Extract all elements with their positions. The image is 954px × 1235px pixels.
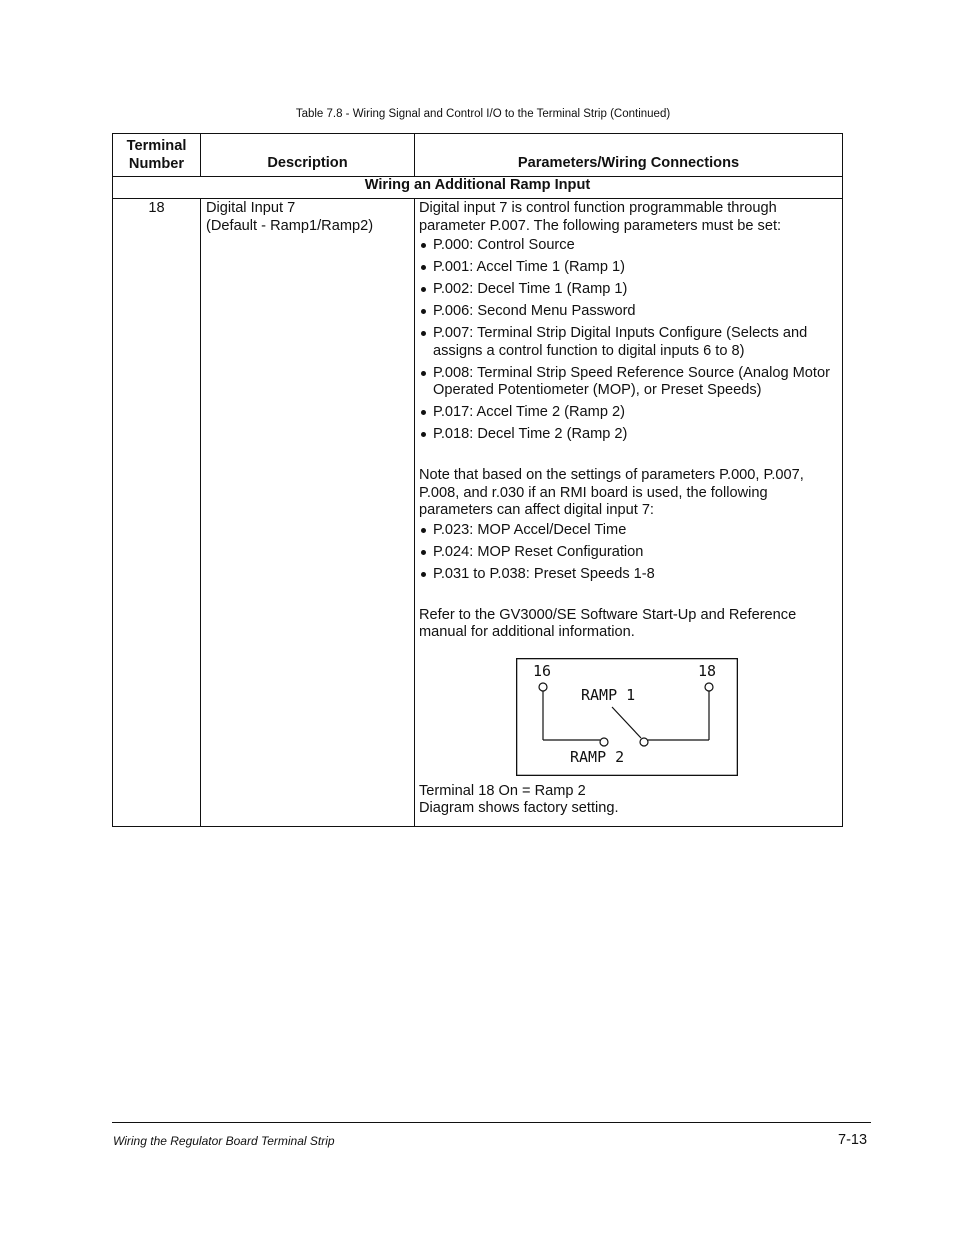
ramp2-label: RAMP 2 xyxy=(570,747,625,766)
page-number: 7-13 xyxy=(838,1132,868,1148)
list-item: P.007: Terminal Strip Digital Inputs Configure (Selects and assigns a control function to digital inputs 6 to 8) xyxy=(419,325,838,360)
terminal-16-contact xyxy=(539,683,547,691)
result-line2: Diagram shows factory setting. xyxy=(419,800,619,816)
pivot-contact xyxy=(640,738,648,746)
intro-paragraph: Digital input 7 is control function programmable through parameter P.007. The following parameters must be set: xyxy=(419,200,782,234)
list-item: P.017: Accel Time 2 (Ramp 2) xyxy=(419,404,838,422)
note-paragraph: Note that based on the settings of parameters P.000, P.007, P.008, and r.030 if an RMI board is used, the following parameters can affect digital input 7: xyxy=(419,467,804,518)
list-item: P.001: Accel Time 1 (Ramp 1) xyxy=(419,259,838,277)
reference-paragraph: Refer to the GV3000/SE Software Start-Up and Reference manual for additional information. xyxy=(419,606,797,640)
list-item: P.006: Second Menu Password xyxy=(419,303,838,321)
list-item: P.024: MOP Reset Configuration xyxy=(419,544,838,562)
list-item: P.018: Decel Time 2 (Ramp 2) xyxy=(419,426,838,444)
section-row xyxy=(113,177,843,199)
description-line2: (Default - Ramp1/Ramp2) xyxy=(206,217,374,234)
parameters-cell xyxy=(415,199,843,827)
description-line1: Digital Input 7 xyxy=(206,200,296,216)
ramp2-contact xyxy=(600,738,608,746)
affecting-params-list xyxy=(419,522,838,584)
list-item: P.000: Control Source xyxy=(419,237,838,255)
table-row xyxy=(113,199,843,827)
list-item: P.002: Decel Time 1 (Ramp 1) xyxy=(419,281,838,299)
switch-arm xyxy=(612,707,641,738)
terminal-number-cell: 18 xyxy=(113,199,201,827)
terminal-18-contact xyxy=(705,683,713,691)
terminal-16-label: 16 xyxy=(533,661,552,680)
required-params-list xyxy=(419,237,838,444)
section-title: Wiring an Additional Ramp Input xyxy=(113,177,843,199)
description-cell xyxy=(201,199,415,827)
table-caption: Table 7.8 - Wiring Signal and Control I/O to the Terminal Strip (Continued) xyxy=(295,108,671,120)
header-description: Description xyxy=(201,134,415,177)
table-header-row xyxy=(113,134,843,177)
header-parameters: Parameters/Wiring Connections xyxy=(415,134,843,177)
list-item: P.023: MOP Accel/Decel Time xyxy=(419,522,838,540)
footer-section-title: Wiring the Regulator Board Terminal Strip xyxy=(113,1134,335,1148)
header-terminal-number xyxy=(113,134,201,177)
footer-rule xyxy=(112,1122,871,1123)
result-line1: Terminal 18 On = Ramp 2 xyxy=(419,782,586,799)
header-terminal-line1: Terminal xyxy=(126,138,187,154)
list-item: P.008: Terminal Strip Speed Reference Source (Analog Motor Operated Potentiometer (MOP), or Preset Speeds) xyxy=(419,365,838,400)
ramp1-label: RAMP 1 xyxy=(581,685,636,704)
header-terminal-line2: Number xyxy=(128,156,185,172)
ramp-switch-diagram xyxy=(516,658,738,776)
terminal-18-label: 18 xyxy=(698,661,717,680)
wiring-table xyxy=(112,133,843,827)
list-item: P.031 to P.038: Preset Speeds 1-8 xyxy=(419,566,838,584)
